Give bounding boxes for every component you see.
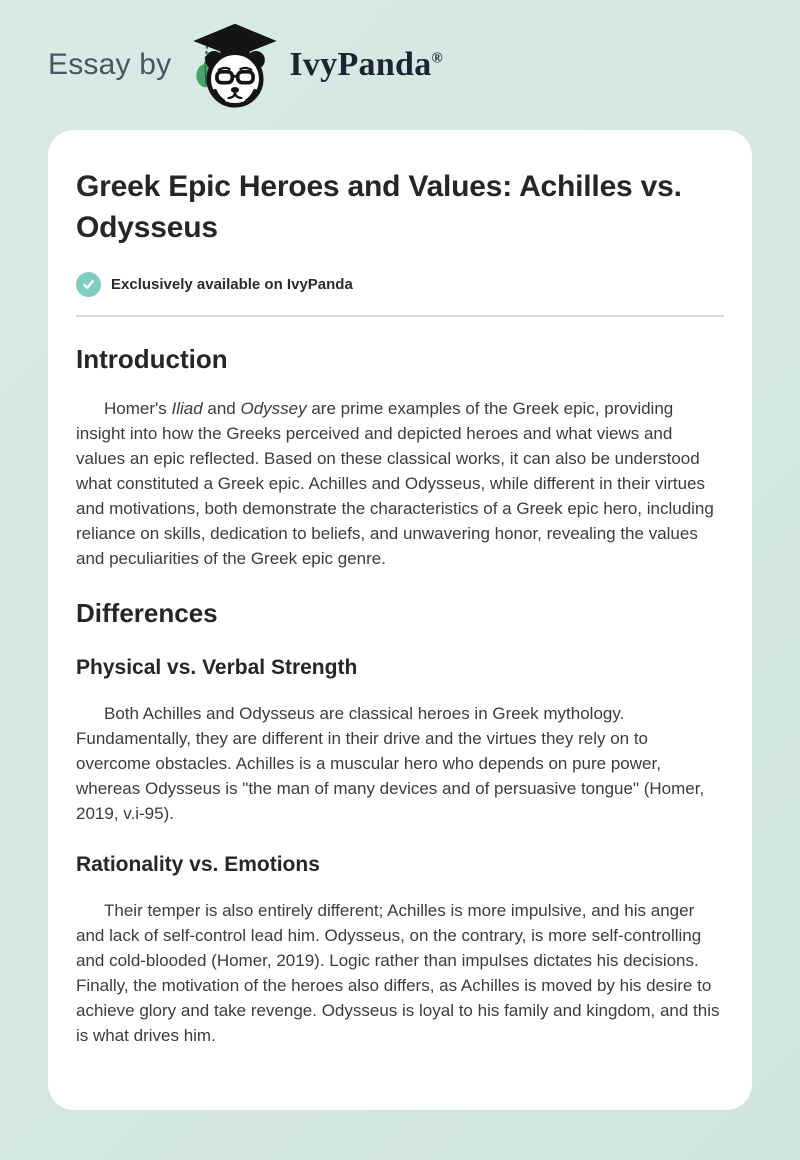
- panda-graduate-icon: [189, 22, 281, 108]
- exclusive-badge: [76, 272, 724, 297]
- essay-card: [48, 130, 752, 1110]
- physical-vs-verbal-paragraph: Both Achilles and Odysseus are classical heroes in Greek mythology. Fundamentally, they are different in their drive and the virtues they rely on to overcome obstacles. Achilles is a muscular hero who depends on pure power, whereas Odysseus is "the man of many devices and of persuasive tongue" (Homer, 2019, v.i-95).: [76, 704, 705, 823]
- check-icon: [76, 272, 101, 297]
- heading-physical-vs-verbal: Physical vs. Verbal Strength: [76, 656, 358, 679]
- heading-rationality-vs-emotions: Rationality vs. Emotions: [76, 853, 320, 876]
- site-header: [0, 0, 800, 130]
- divider: [76, 315, 724, 317]
- heading-introduction: Introduction: [76, 344, 228, 374]
- essay-by-label: Essay by: [48, 48, 172, 81]
- rationality-vs-emotions-paragraph: Their temper is also entirely different; Achilles is more impulsive, and his anger and lack of self-control lead him. Odysseus, on the contrary, is more self-controlling and cold-blooded (Homer, 2019). Logic rather than impulses dictates his decisions. Finally, the motivation of the heroes also differs, as Achilles is moved by his desire to achieve glory and take revenge. Odysseus is loyal to his family and kingdom, and this is what drives him.: [76, 901, 720, 1045]
- badge-label: Exclusively available on IvyPanda: [111, 276, 353, 293]
- introduction-paragraph: Homer's Iliad and Odyssey are prime examples of the Greek epic, providing insight into how the Greeks perceived and depicted heroes and what views and values an epic reflected. Based on these classical works, it can also be understood what constituted a Greek epic. Achilles and Odysseus, while different in their virtues and motivations, both demonstrate the characteristics of a Greek epic hero, including reliance on skills, dedication to beliefs, and unwavering honor, revealing the values and peculiarities of the Greek epic genre.: [76, 399, 714, 568]
- registered-mark: ®: [431, 50, 444, 67]
- brand-name[interactable]: IvyPanda®: [289, 46, 444, 83]
- page-title: Greek Epic Heroes and Values: Achilles vs. Odysseus: [76, 170, 682, 244]
- ivypanda-logo[interactable]: [189, 22, 443, 108]
- heading-differences: Differences: [76, 598, 218, 628]
